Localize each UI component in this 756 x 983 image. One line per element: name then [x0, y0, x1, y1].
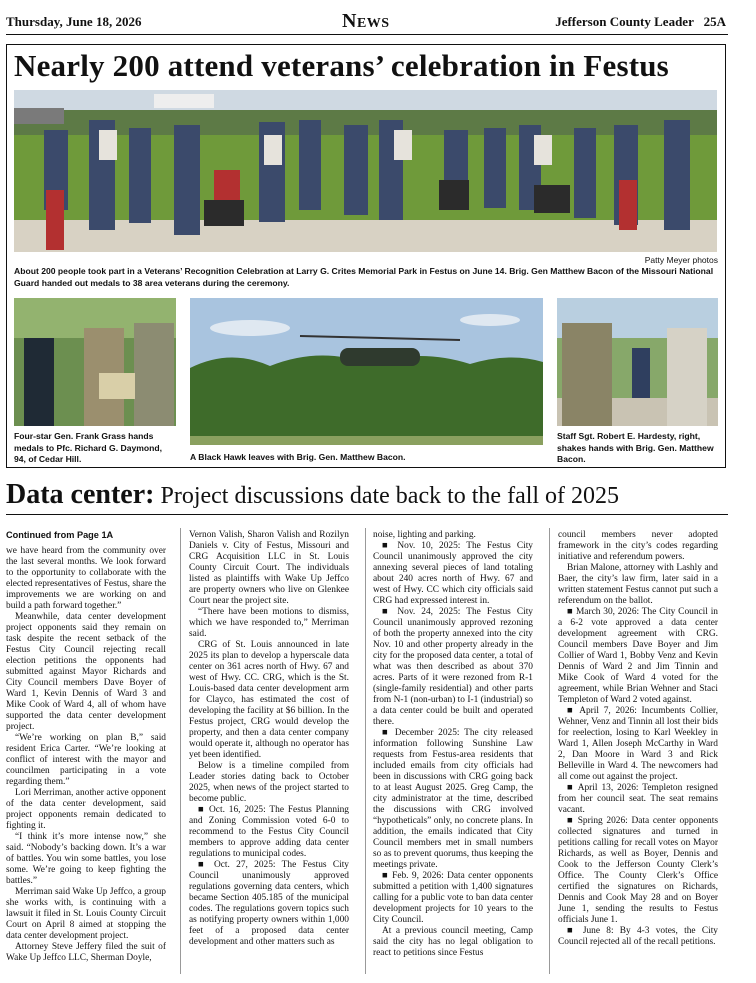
crowd-photo-art — [14, 90, 717, 252]
headline-text: Project discussions date back to the fall of 2025 — [160, 483, 620, 509]
handshake-caption: Staff Sgt. Robert E. Hardesty, right, shakes hands with Brig. Gen. Matthew Bacon. — [557, 431, 714, 464]
paragraph: Lori Merriman, another active opponent of the data center development, said project opponents remain dedicated to fighting it. — [6, 788, 166, 831]
data-center-headline — [6, 479, 728, 511]
headline-kicker: Data center: — [6, 479, 155, 510]
article-column-1 — [6, 530, 166, 964]
paragraph: Merriman said Wake Up Jeffco, a group she works with, is continuing with a lawsuit it filed in St. Louis County Circuit Court on April 8 aimed at stopping the data center development project. — [6, 887, 166, 941]
photo-credit: Patty Meyer photos — [644, 255, 718, 265]
story-headline: Nearly 200 attend veterans’ celebration in Festus — [14, 48, 669, 83]
paragraph: “There have been motions to dismiss, which we have responded to,” Merriman said. — [189, 607, 349, 639]
column-rule — [549, 528, 550, 974]
paragraph: “We’re working on plan B,” said resident Erica Carter. “We’re looking at conflict of interest with the mayor and councilmen participating in a vote regarding them.” — [6, 733, 166, 787]
paragraph: ■ April 13, 2026: Templeton resigned from her council seat. The seat remains vacant. — [558, 783, 718, 815]
paragraph: ■ June 8: By 4-3 votes, the City Council rejected all of the recall petitions. — [558, 926, 718, 947]
paragraph: ■ December 2025: The city released information following Sunshine Law requests from Festus-area residents that included emails from city officials had been in discussions with CRG going back to at least August 2025. Greg Camp, the city administrator at the time, described the discussions with CRG involved “hypotheticals” only, no concrete plans. In addition, the emails indicated that City Council members met in small numbers so as to prevent quorums, thus keeping the meetings private. — [373, 728, 533, 870]
black-hawk-photo-art — [190, 298, 543, 445]
medal-photo-caption: Four-star Gen. Frank Grass hands medals to Pfc. Richard G. Daymond, 94, of Cedar Hill. — [14, 431, 163, 464]
paper-name: Jefferson County Leader — [555, 14, 694, 29]
paragraph: we have heard from the community over the last several months. We look forward to the opportunity to collaborate with the elected representatives of Festus, share the improvements we are working on and build a path forward together.” — [6, 546, 166, 611]
black-hawk-caption: A Black Hawk leaves with Brig. Gen. Matthew Bacon. — [190, 452, 406, 462]
main-photo-caption: About 200 people took part in a Veterans’ Recognition Celebration at Larry G. Crites Memorial Park in Festus on June 14. Brig. Gen Matthew Bacon of the Missouri National Guard handed out medals to 38 area veterans during the ceremony. — [14, 266, 714, 288]
paragraph: CRG of St. Louis announced in late 2025 its plan to develop a hyperscale data center on 361 acres north of Hwy. 67 and west of Hwy. CC. CRG, which is the St. Louis-based data center development arm for Clayco, has estimated the cost of developing the facility at $6 billion. In the Festus project, CRG would develop the property, and then a data center company would operate it, although no operator has yet been identified. — [189, 640, 349, 760]
paragraph: Below is a timeline compiled from Leader stories dating back to October 2025, when news of the project started to become public. — [189, 761, 349, 804]
paper-and-page — [555, 14, 726, 30]
article-column-3 — [373, 530, 533, 959]
continued-label: Continued from Page 1A — [6, 530, 114, 540]
paragraph: At a previous council meeting, Camp said the city has no legal obligation to react to petitions since Festus — [373, 926, 533, 958]
column-rule — [180, 528, 181, 974]
paragraph: ■ Oct. 16, 2025: The Festus Planning and Zoning Commission voted 6-0 to recommend to the Festus City Council members to approve adding data center regulations to municipal codes. — [189, 805, 349, 859]
paragraph: Vernon Valish, Sharon Valish and Rozilyn Daniels v. City of Festus, Missouri and CRG Acquisition LLC in St. Louis County Circuit Court. The individuals listed as plaintiffs with Wake Up Jeffco are property owners who live on Glenkee Court near the project site. — [189, 530, 349, 606]
paragraph: ■ March 30, 2026: The City Council in a 6-2 vote approved a data center development agreement with CRG. Council members Dave Boyer and Jim Collier of Ward 1, Bobby Venz and Kevin Dennis of Ward 2 and Jim Tinnin and Mike Cook of Ward 4 voted for the agreement, while Brian Wehner and Staci Templeton of Ward 2 voted against. — [558, 607, 718, 705]
black-hawk-photo — [190, 298, 543, 445]
article-column-2 — [189, 530, 349, 948]
paragraph: council members never adopted framework in the city’s codes regarding initiative and referendum powers. — [558, 530, 718, 562]
paragraph: ■ Nov. 10, 2025: The Festus City Council unanimously approved the city annexing several pieces of land totaling about 240 acres north of Hwy. 67 and west of Hwy. CC which city officials said CRG had expressed interest in. — [373, 541, 533, 606]
page-number: 25A — [703, 14, 726, 29]
paragraph: “I think it’s more intense now,” she said. “Nobody’s backing down. It’s a war of battles. You win some battles, you lose some. We’re going to keep fighting the battles.” — [6, 832, 166, 886]
handshake-photo — [557, 298, 718, 426]
paragraph: ■ Oct. 27, 2025: The Festus City Council unanimously approved regulations governing data centers, which became Section 405.185 of the municipal codes. The regulations govern topics such as notifying property owners within 1,000 feet of a proposed data center development and other matters such as — [189, 860, 349, 947]
main-crowd-photo — [14, 90, 717, 252]
paragraph: ■ Nov. 24, 2025: The Festus City Council unanimously approved rezoning of both the property annexed into the city Nov. 10 and other property already in the city for the proposed data center, a total of what was then described as about 370 acres. Parts of it were rezoned from R-1 (single-family residential) and other parts from N-1 (non-urban) to I-1 (industrial) so a data center could be built and operated there. — [373, 607, 533, 727]
headline-rule — [6, 514, 728, 515]
section-name: News — [342, 10, 390, 32]
paragraph: noise, lighting and parking. — [373, 530, 476, 540]
paragraph: Meanwhile, data center development project opponents said they remain on task despite the recent setback of the Festus City Council rejecting recall election petitions the opponents had submitted against Mayor Richards and City Council members Dave Boyer of Ward 1, Kevin Dennis of Ward 3 and Mike Cook of Ward 4, all of whom have supported the data center development project. — [6, 612, 166, 732]
paragraph: Brian Malone, attorney with Lashly and Baer, the city’s law firm, later said in a written statement Festus cannot put such a referendum on the ballot. — [558, 563, 718, 606]
handshake-photo-art — [557, 298, 718, 426]
header-rule — [6, 34, 728, 35]
issue-date: Thursday, June 18, 2026 — [6, 14, 142, 29]
paragraph: ■ Spring 2026: Data center opponents collected signatures and turned in petitions calling for recall votes on Mayor Richards, as well as Boyer, Dennis and Cook to the Jefferson County Clerk’s Office. The County Clerk’s Office certified the signatures on Richards, Dennis and Cook May 28 and on Boyer June 1, sending the results to Festus officials June 1. — [558, 816, 718, 925]
paragraph: ■ April 7, 2026: Incumbents Collier, Wehner, Venz and Tinnin all lost their bids for reelection, losing to Karl Weekley in Ward 1, Allen Joseph McCarthy in Ward 2, Dan Moore in Ward 3 and Rick Belleville in Ward 4. The newcomers had all come out against the project. — [558, 706, 718, 782]
paragraph: ■ Feb. 9, 2026: Data center opponents submitted a petition with 1,400 signatures calling for a public vote to ban data center development projects for 10 years to the City Council. — [373, 871, 533, 925]
page-header — [6, 12, 728, 34]
column-rule — [365, 528, 366, 974]
medal-photo — [14, 298, 176, 426]
paragraph: Attorney Steve Jeffery filed the suit of Wake Up Jeffco LLC, Sherman Doyle, — [6, 942, 166, 963]
medal-photo-art — [14, 298, 176, 426]
article-column-4 — [558, 530, 718, 948]
